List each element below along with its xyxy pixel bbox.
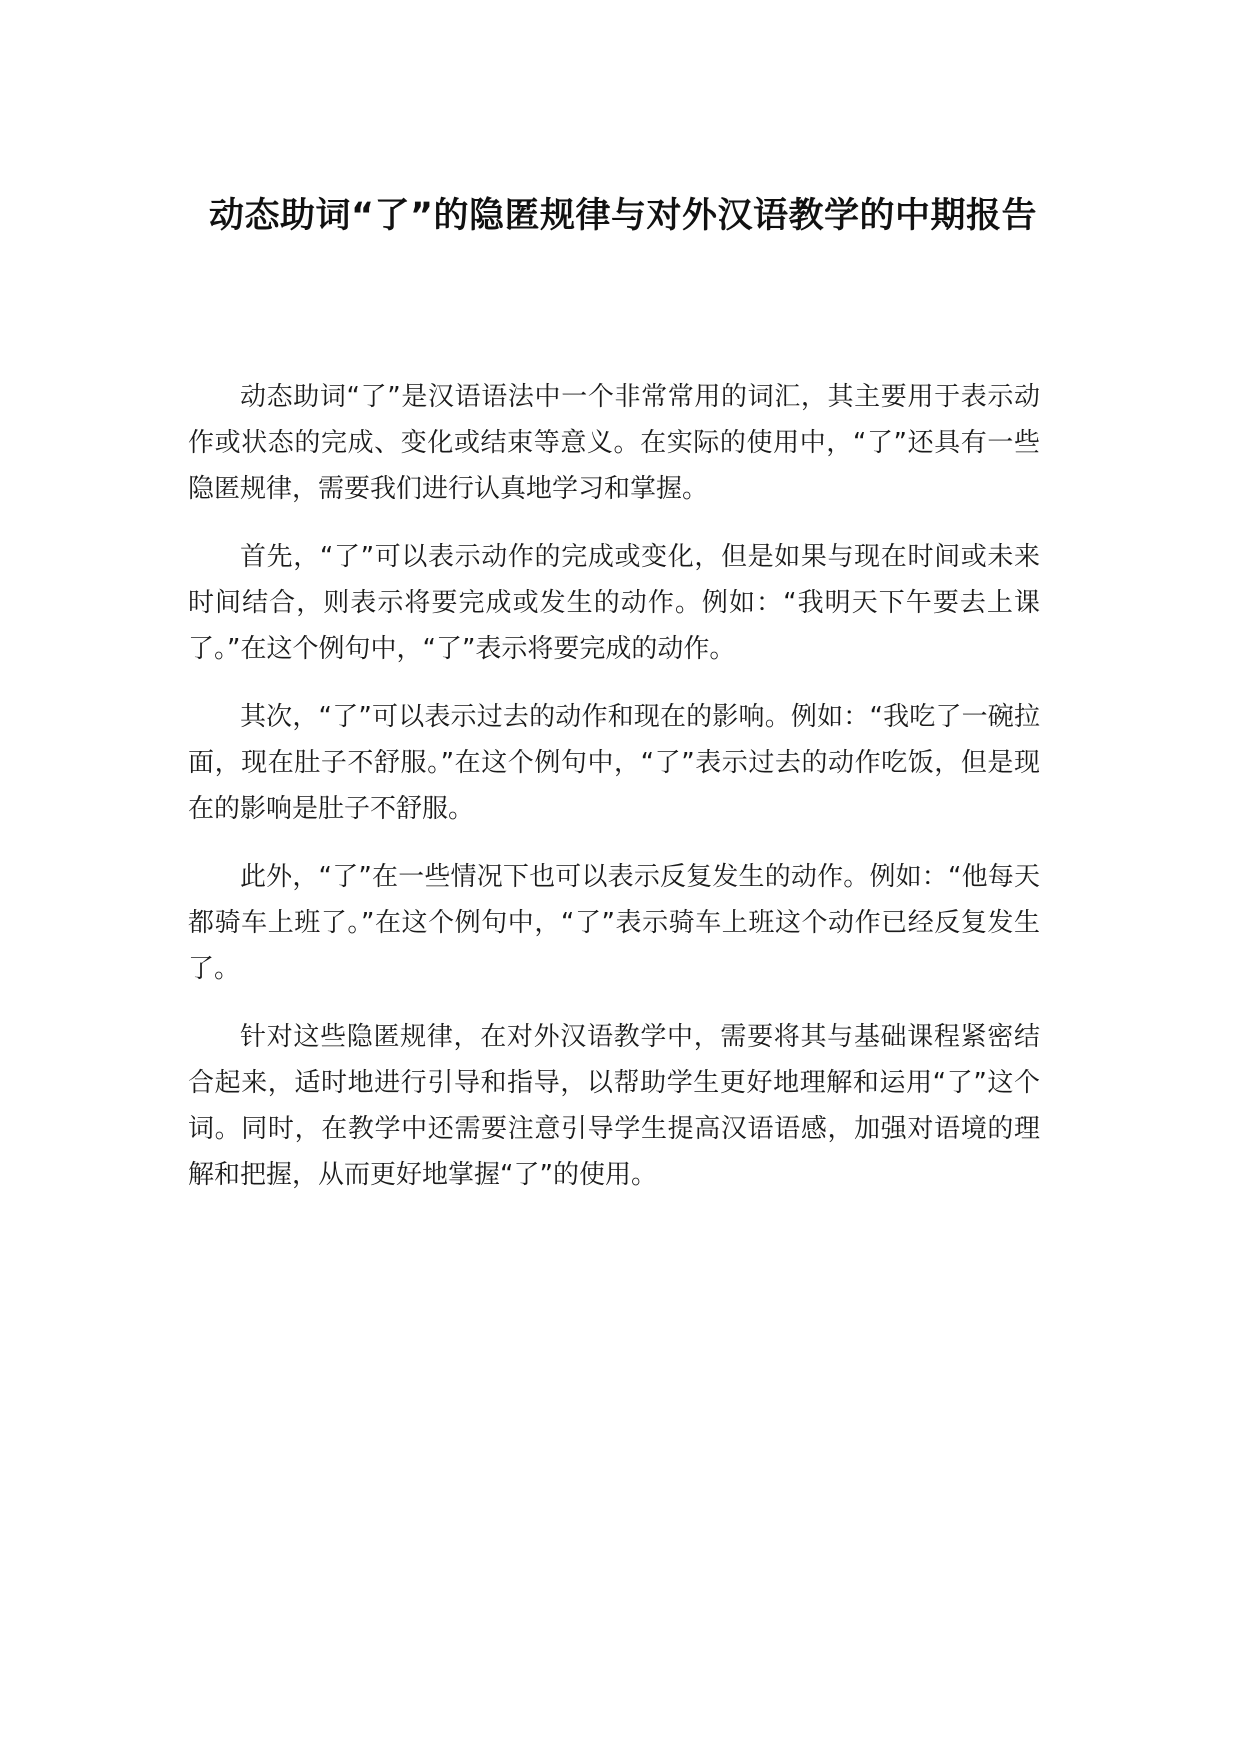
document-title: 动态助词“了”的隐匿规律与对外汉语教学的中期报告 [208, 196, 1037, 236]
paragraph-4: 此外，“了”在一些情况下也可以表示反复发生的动作。例如：“他每天都骑车上班了。”在这个例句中，“了”表示骑车上班这个动作已经反复发生了。 [188, 862, 1040, 984]
document-body [188, 374, 1040, 1220]
paragraph-5: 针对这些隐匿规律，在对外汉语教学中，需要将其与基础课程紧密结合起来，适时地进行引导和指导，以帮助学生更好地理解和运用“了”这个词。同时，在教学中还需要注意引导学生提高汉语语感，加强对语境的理解和把握，从而更好地掌握“了”的使用。 [188, 1022, 1040, 1190]
paragraph-3: 其次，“了”可以表示过去的动作和现在的影响。例如：“我吃了一碗拉面，现在肚子不舒服。”在这个例句中，“了”表示过去的动作吃饭，但是现在的影响是肚子不舒服。 [188, 702, 1040, 824]
paragraph-2: 首先，“了”可以表示动作的完成或变化，但是如果与现在时间或未来时间结合，则表示将要完成或发生的动作。例如：“我明天下午要去上课了。”在这个例句中，“了”表示将要完成的动作。 [188, 542, 1040, 664]
paragraph-1: 动态助词“了”是汉语语法中一个非常常用的词汇，其主要用于表示动作或状态的完成、变化或结束等意义。在实际的使用中，“了”还具有一些隐匿规律，需要我们进行认真地学习和掌握。 [188, 382, 1040, 504]
